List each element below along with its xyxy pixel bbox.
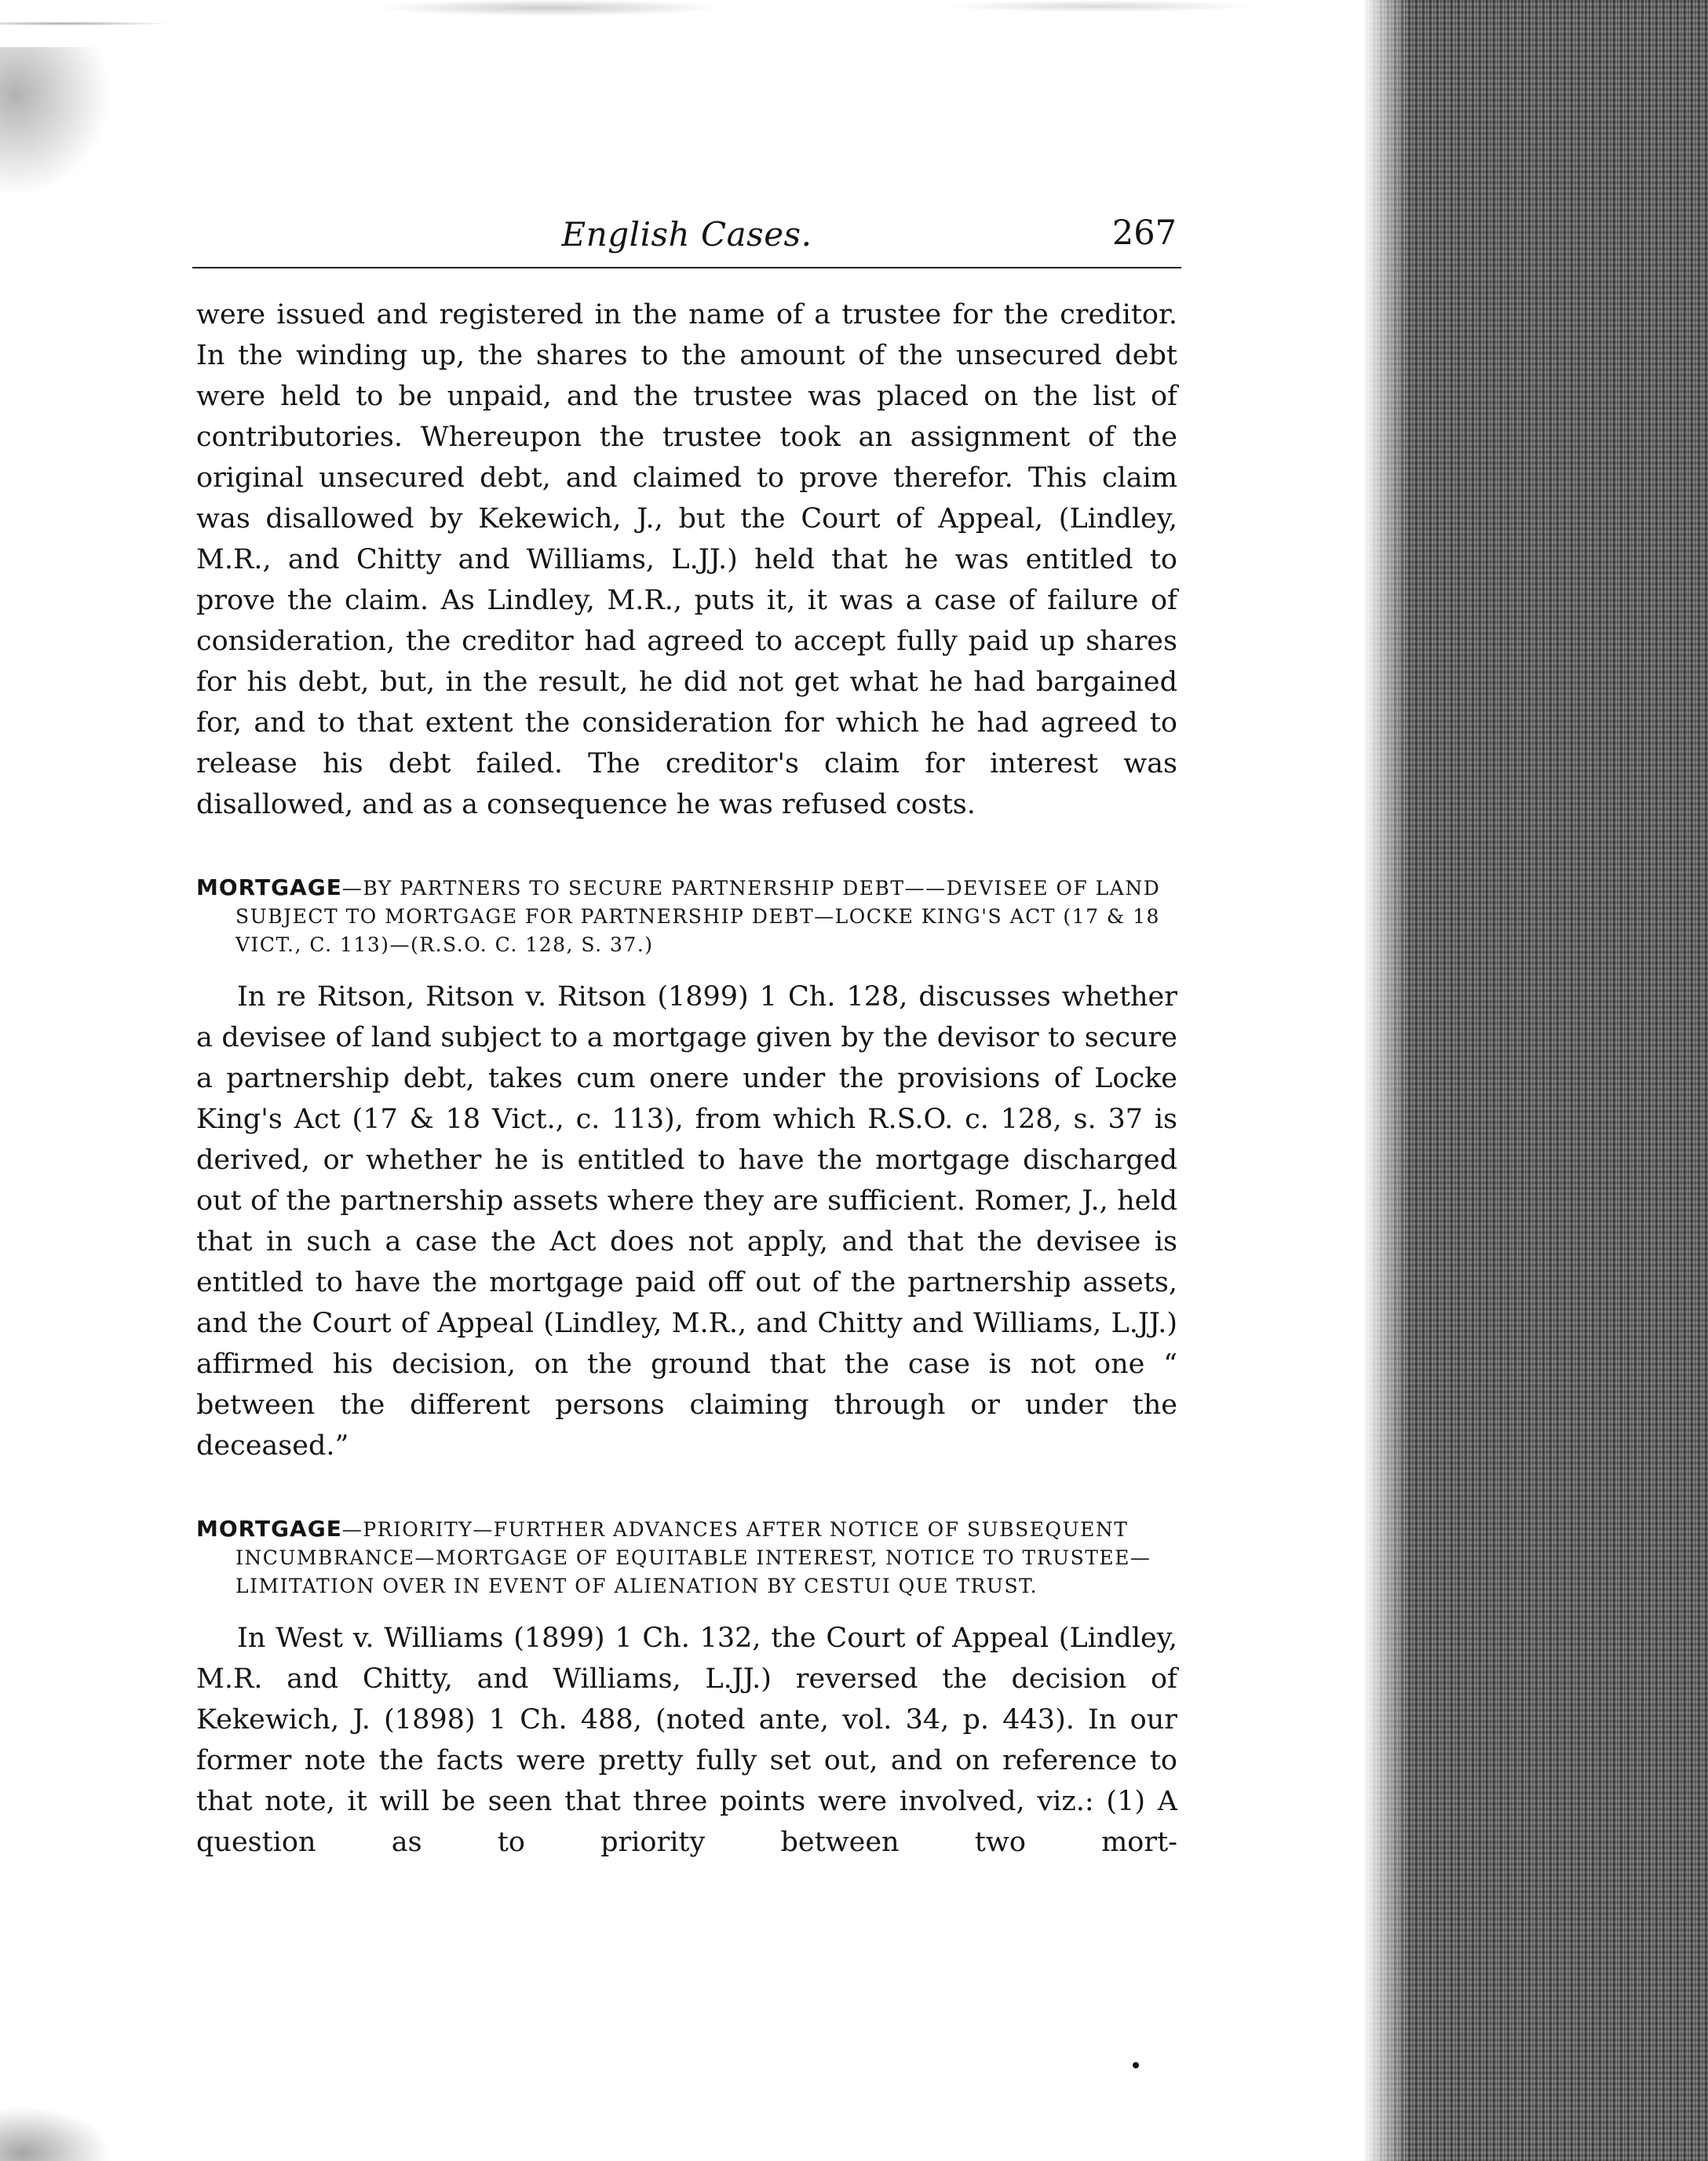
section-keyword: MORTGAGE xyxy=(196,1516,342,1542)
page-header xyxy=(192,206,1181,268)
scan-shadow-bottom xyxy=(0,2098,126,2161)
section-heading-west-v-williams xyxy=(196,1515,1177,1601)
scan-shadow-left xyxy=(0,47,118,204)
scan-shadow-top xyxy=(0,0,1366,47)
ink-dot xyxy=(1133,2062,1139,2068)
section-heading-text: —PRIORITY—FURTHER ADVANCES AFTER NOTICE OF SUBSEQUENT INCUMBRANCE—MORTGAGE OF EQUITABLE INTEREST, NOTICE TO TRUSTEE—LIMITATION OVER IN EVENT OF ALIENATION BY CESTUI QUE TRUST. xyxy=(235,1518,1151,1597)
section-body-ritson: In re Ritson, Ritson v. Ritson (1899) 1 Ch. 128, discusses whether a devisee of land subject to a mortgage given by the devisor to secure a partnership debt, takes cum onere under the provisions of Locke King's Act (17 & 18 Vict., c. 113), from which R.S.O. c. 128, s. 37 is derived, or whether he is entitled to have the mortgage discharged out of the partnership assets where they are sufficient. Romer, J., held that in such a case the Act does not apply, and that the devisee is entitled to have the mortgage paid off out of the partnership assets, and the Court of Appeal (Lindley, M.R., and Chitty and Williams, L.JJ.) affirmed his decision, on the ground that the case is not one “ between the different persons claiming through or under the deceased.” xyxy=(196,981,1177,1462)
page-body xyxy=(196,294,1177,1863)
section-body-west-v-williams: In West v. Williams (1899) 1 Ch. 132, the Court of Appeal (Lindley, M.R. and Chitty, and Williams, L.JJ.) reversed the decision of Kekewich, J. (1898) 1 Ch. 488, (noted ante, vol. 34, p. 443). In our former note the facts were pretty fully set out, and on reference to that note, it will be seen that three points were involved, viz.: (1) A question as to priority between two mort- xyxy=(196,1623,1177,1858)
section-heading-ritson xyxy=(196,874,1177,959)
scanned-page-edge xyxy=(1363,0,1708,2161)
section-heading-text: —BY PARTNERS TO SECURE PARTNERSHIP DEBT——DEVISEE OF LAND SUBJECT TO MORTGAGE FOR PARTNERSHIP DEBT—LOCKE KING'S ACT (17 & 18 VICT., C. 113)—(R.S.O. C. 128, S. 37.) xyxy=(235,877,1161,956)
continued-paragraph: were issued and registered in the name of a trustee for the creditor. In the winding up, the shares to the amount of the unsecured debt were held to be unpaid, and the trustee was placed on the list of contributories. Whereupon the trustee took an assignment of the original unsecured debt, and claimed to prove therefor. This claim was disallowed by Kekewich, J., but the Court of Appeal, (Lindley, M.R., and Chitty and Williams, L.JJ.) held that he was entitled to prove the claim. As Lindley, M.R., puts it, it was a case of failure of consideration, the creditor had agreed to accept fully paid up shares for his debt, but, in the result, he did not get what he had bargained for, and to that extent the consideration for which he had agreed to release his debt failed. The creditor's claim for interest was disallowed, and as a consequence he was refused costs. xyxy=(196,299,1177,820)
section-keyword: MORTGAGE xyxy=(196,874,342,900)
running-title: English Cases. xyxy=(561,215,812,254)
header-rule xyxy=(192,267,1181,268)
page-number: 267 xyxy=(1111,214,1177,253)
